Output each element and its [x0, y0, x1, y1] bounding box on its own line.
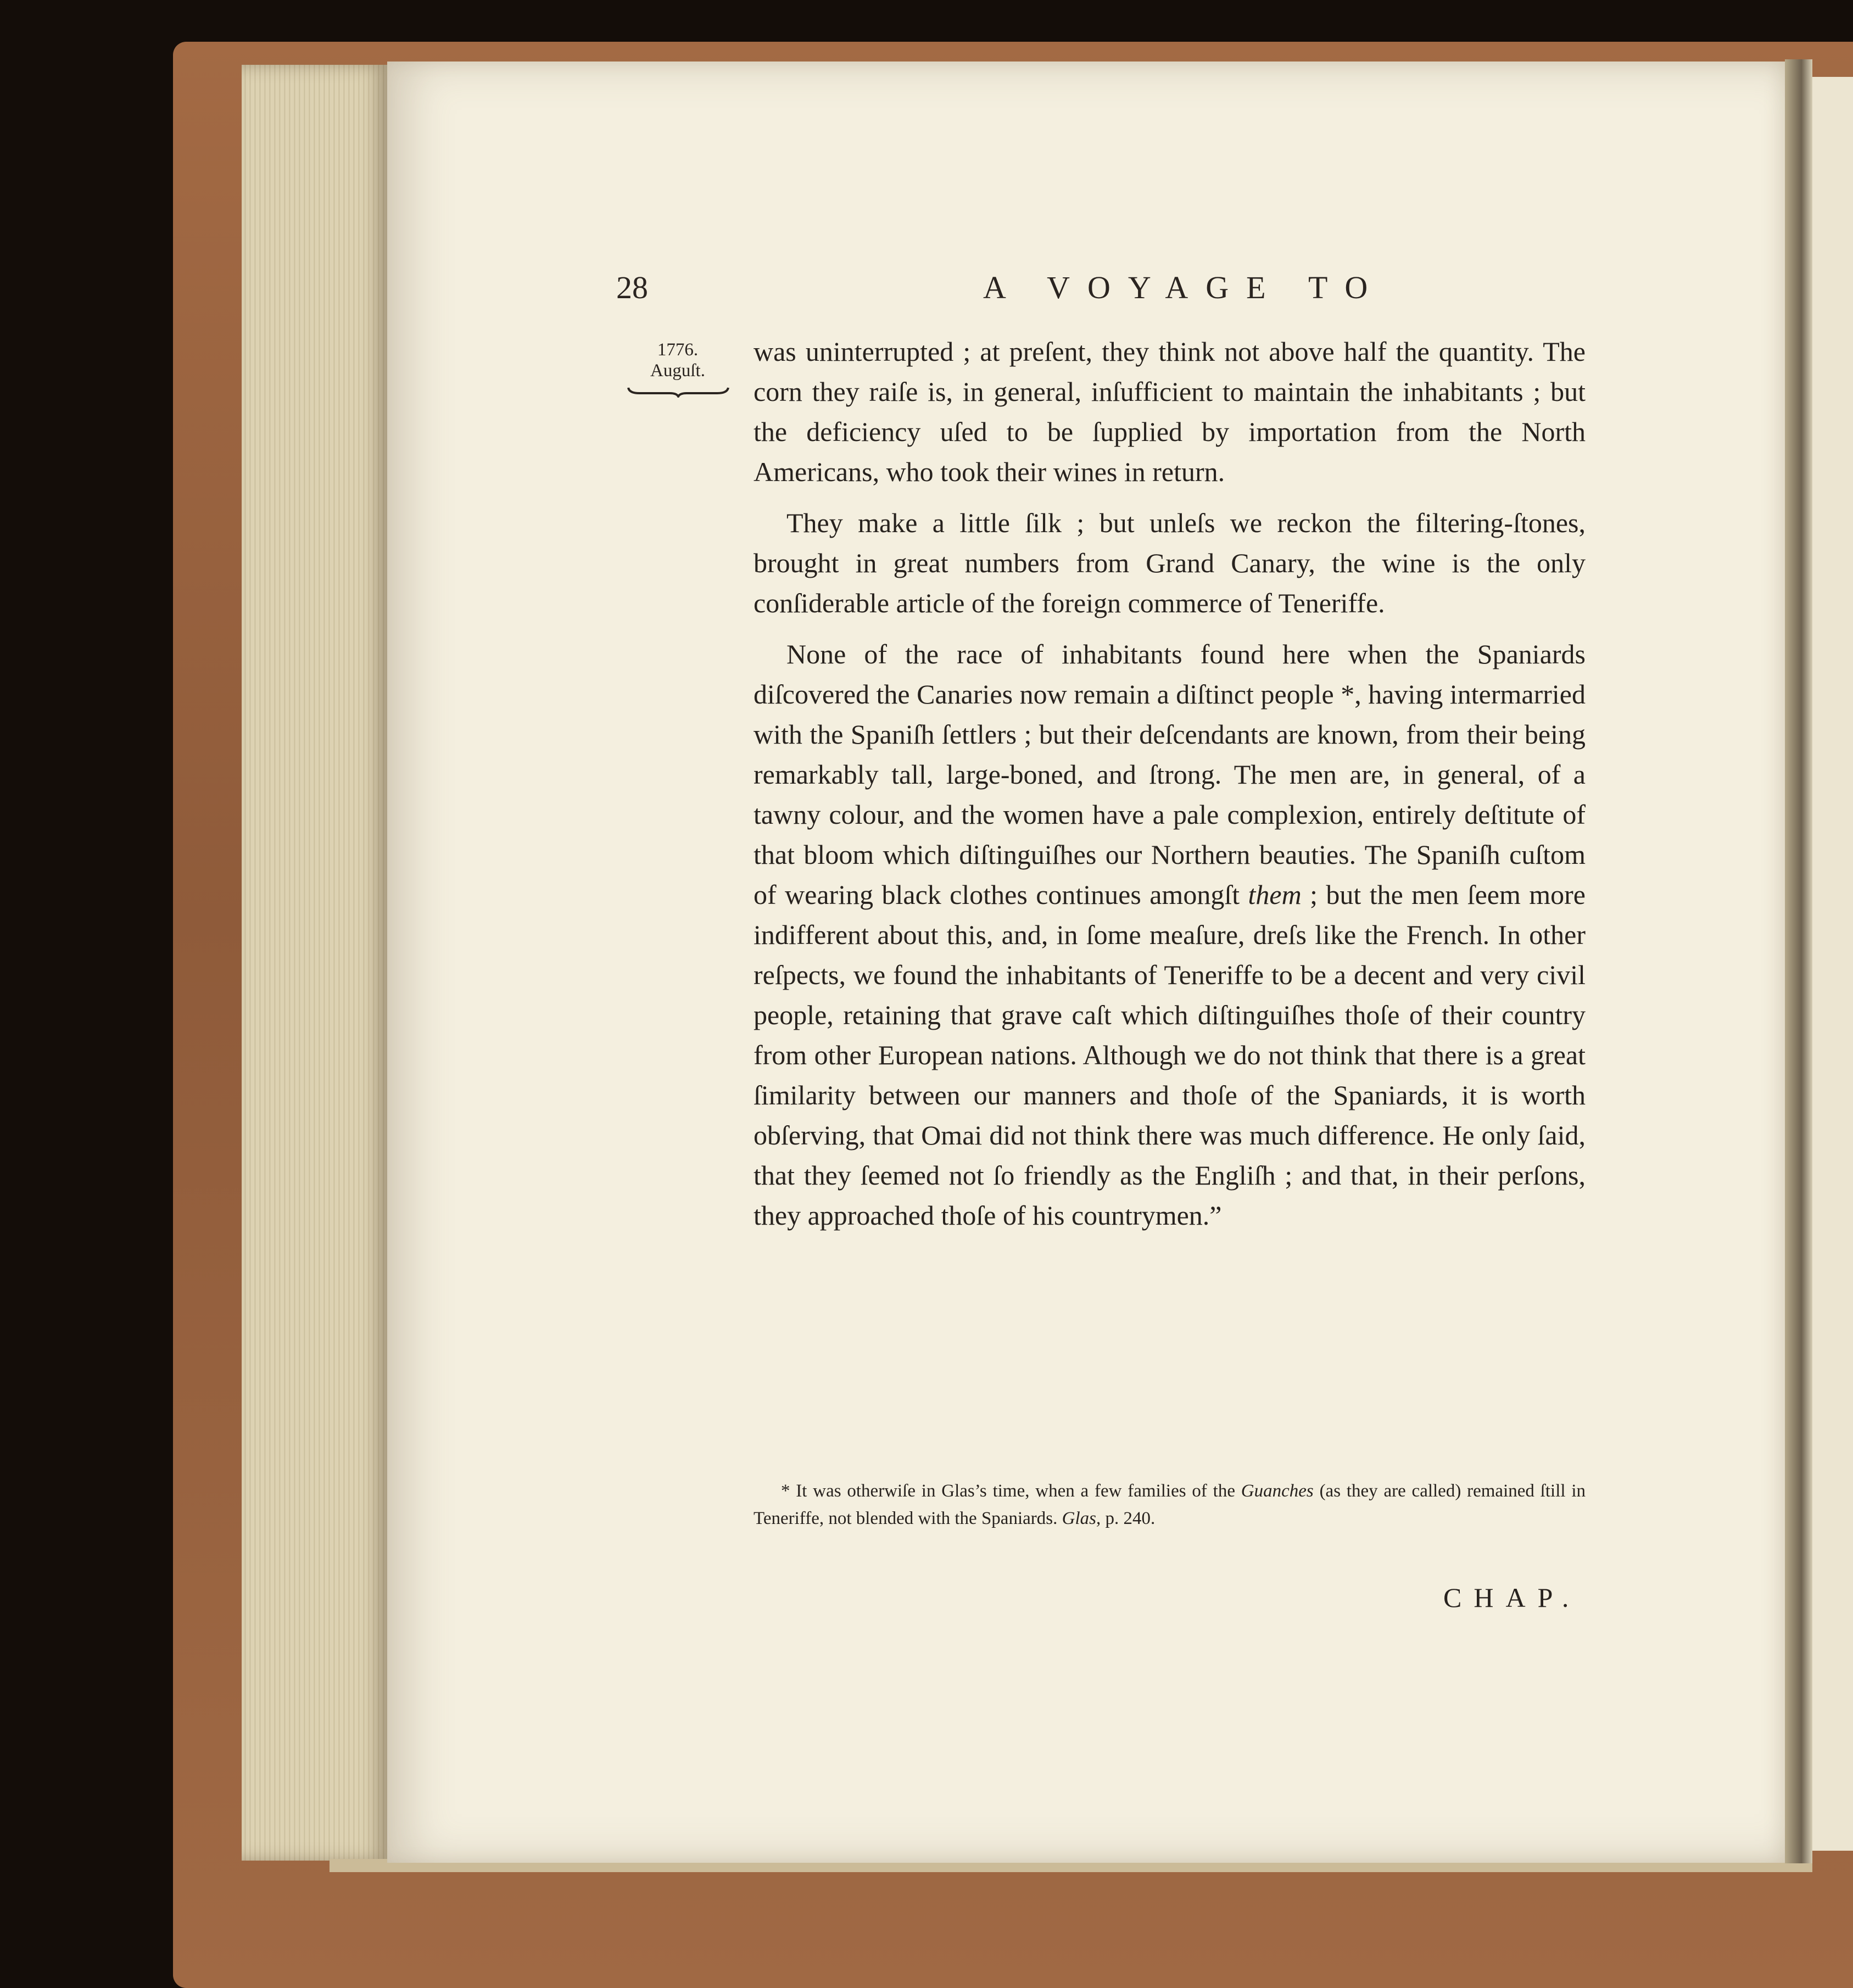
footnote-italic-guanches: Guanches: [1241, 1481, 1314, 1501]
page-edges: [242, 65, 387, 1861]
facing-page-edge: [1812, 77, 1853, 1851]
footnote: [754, 1477, 1586, 1532]
main-text: [754, 332, 1586, 1247]
margin-note-month: Auguſt.: [650, 361, 705, 381]
running-title: A VOYAGE TO: [983, 270, 1386, 305]
margin-note: [626, 339, 729, 398]
book-gutter: [1785, 59, 1812, 1863]
footnote-end: , p. 240.: [1096, 1509, 1156, 1528]
paragraph-3-end: ; but the men ſeem more indifferent about this, and, in ſome meaſure, dreſs like the French. In other reſpects, we found the inhabitants of Teneriffe to be a decent and very civil people, retaining that grave caſt which diſtinguiſhes thoſe of their country from other European nations. Although we do not think that there is a great ſimilarity between our manners and thoſe of the Spaniards, it is worth obſerving, that Omai did not think there was much difference. He only ſaid, that they ſeemed not ſo friendly as the Engliſh ; and that, in their perſons, they approached thoſe of his countrymen.”: [754, 879, 1586, 1231]
paragraph-1: was uninterrupted ; at preſent, they think not above half the quantity. The corn they raiſe is, in general, inſufficient to maintain the inhabitants ; but the deficiency uſed to be ſupplied by importation from the North Americans, who took their wines in return.: [754, 336, 1586, 487]
catchword: CHAP.: [1443, 1582, 1581, 1613]
margin-note-year: 1776.: [657, 340, 699, 360]
paragraph-3: [754, 634, 1586, 1236]
paragraph-3-italic: them: [1248, 879, 1302, 910]
footnote-start: * It was otherwiſe in Glas’s time, when a few families of the: [781, 1481, 1241, 1501]
running-head: [0, 269, 1853, 330]
margin-brace-icon: [626, 384, 730, 398]
footnote-middle: (as they are called) remained ſtill in Teneriffe, not blended with the Spaniards.: [754, 1481, 1586, 1528]
paragraph-3-start: None of the race of inhabitants found here when the Spaniards diſcovered the Canaries now remain a diſtinct people *, having intermarried with the Spaniſh ſettlers ; but their deſcendants are known, from their being remarkably tall, large-boned, and ſtrong. The men are, in general, of a tawny colour, and the women have a pale complexion, entirely deſtitute of that bloom which diſtinguiſhes our Northern beauties. The Spaniſh cuſtom of wearing black clothes continues amongſt: [754, 639, 1586, 910]
page-number: 28: [616, 270, 648, 305]
paragraph-2: They make a little ſilk ; but unleſs we reckon the filtering-ſtones, brought in great numbers from Grand Canary, the wine is the only conſiderable article of the foreign commerce of Teneriffe.: [754, 507, 1586, 618]
footnote-italic-glas: Glas: [1062, 1509, 1096, 1528]
